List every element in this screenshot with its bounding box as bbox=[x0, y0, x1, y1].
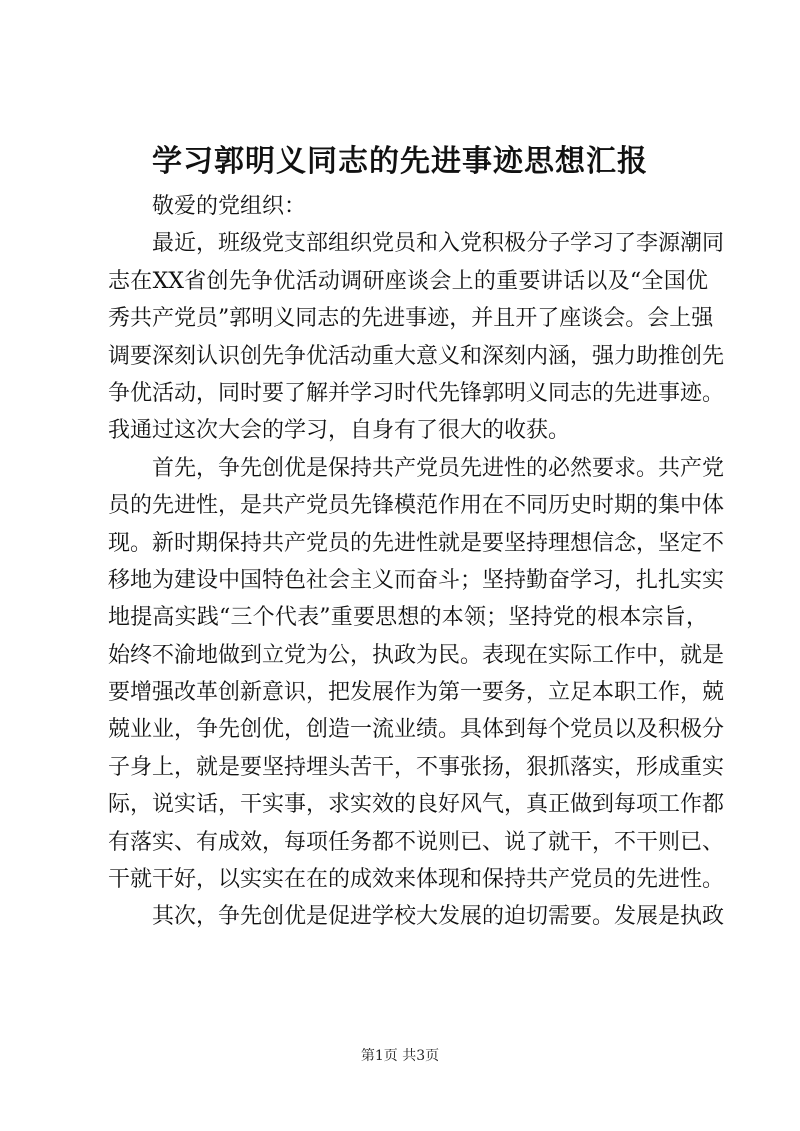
paragraph-1-line-5: 争优活动，同时要了解并学习时代先锋郭明义同志的先进事迹。 bbox=[108, 380, 725, 406]
paragraph-2-line-9: 子身上，就是要坚持埋头苦干，不事张扬，狠抓落实，形成重实 bbox=[108, 754, 725, 780]
paragraph-2-line-1: 首先，争先创优是保持共产党员先进性的必然要求。共产党 bbox=[152, 455, 725, 481]
paragraph-3-line-1: 其次，争先创优是促进学校大发展的迫切需要。发展是执政 bbox=[152, 904, 725, 930]
document-body bbox=[108, 188, 725, 936]
paragraph-2-line-7: 要增强改革创新意识，把发展作为第一要务，立足本职工作，兢 bbox=[108, 680, 725, 706]
paragraph-2-line-2: 员的先进性，是共产党员先锋模范作用在不同历史时期的集中体 bbox=[108, 493, 725, 519]
paragraph-1-line-1: 最近，班级党支部组织党员和入党积极分子学习了李源潮同 bbox=[152, 231, 725, 257]
paragraph-1-line-6: 我通过这次大会的学习，自身有了很大的收获。 bbox=[108, 418, 571, 444]
salutation-line: 敬爱的党组织： bbox=[152, 194, 307, 219]
document-title: 学习郭明义同志的先进事迹思想汇报 bbox=[152, 144, 648, 179]
page-number-footer: 第1页 共3页 bbox=[360, 1048, 440, 1064]
paragraph-1-line-2: 志在XX省创先争优活动调研座谈会上的重要讲话以及“全国优 bbox=[108, 268, 708, 294]
paragraph-2-line-4: 移地为建设中国特色社会主义而奋斗；坚持勤奋学习，扎扎实实 bbox=[108, 567, 725, 593]
paragraph-1-line-3: 秀共产党员”郭明义同志的先进事迹，并且开了座谈会。会上强 bbox=[108, 306, 714, 332]
paragraph-2-line-12: 干就干好，以实实在在的成效来体现和保持共产党员的先进性。 bbox=[108, 867, 725, 893]
paragraph-2-line-5: 地提高实践“三个代表”重要思想的本领；坚持党的根本宗旨， bbox=[108, 605, 708, 631]
paragraph-2-line-8: 兢业业，争先创优，创造一流业绩。具体到每个党员以及积极分 bbox=[108, 717, 725, 743]
paragraph-1-line-4: 调要深刻认识创先争优活动重大意义和深刻内涵，强力助推创先 bbox=[108, 343, 725, 369]
paragraph-2-line-3: 现。新时期保持共产党员的先进性就是要坚持理想信念，坚定不 bbox=[108, 530, 725, 556]
paragraph-2-line-10: 际，说实话，干实事，求实效的良好风气，真正做到每项工作都 bbox=[108, 792, 725, 818]
paragraph-2-line-6: 始终不渝地做到立党为公，执政为民。表现在实际工作中，就是 bbox=[108, 642, 725, 668]
paragraph-2-line-11: 有落实、有成效，每项任务都不说则已、说了就干，不干则已、 bbox=[108, 829, 725, 855]
